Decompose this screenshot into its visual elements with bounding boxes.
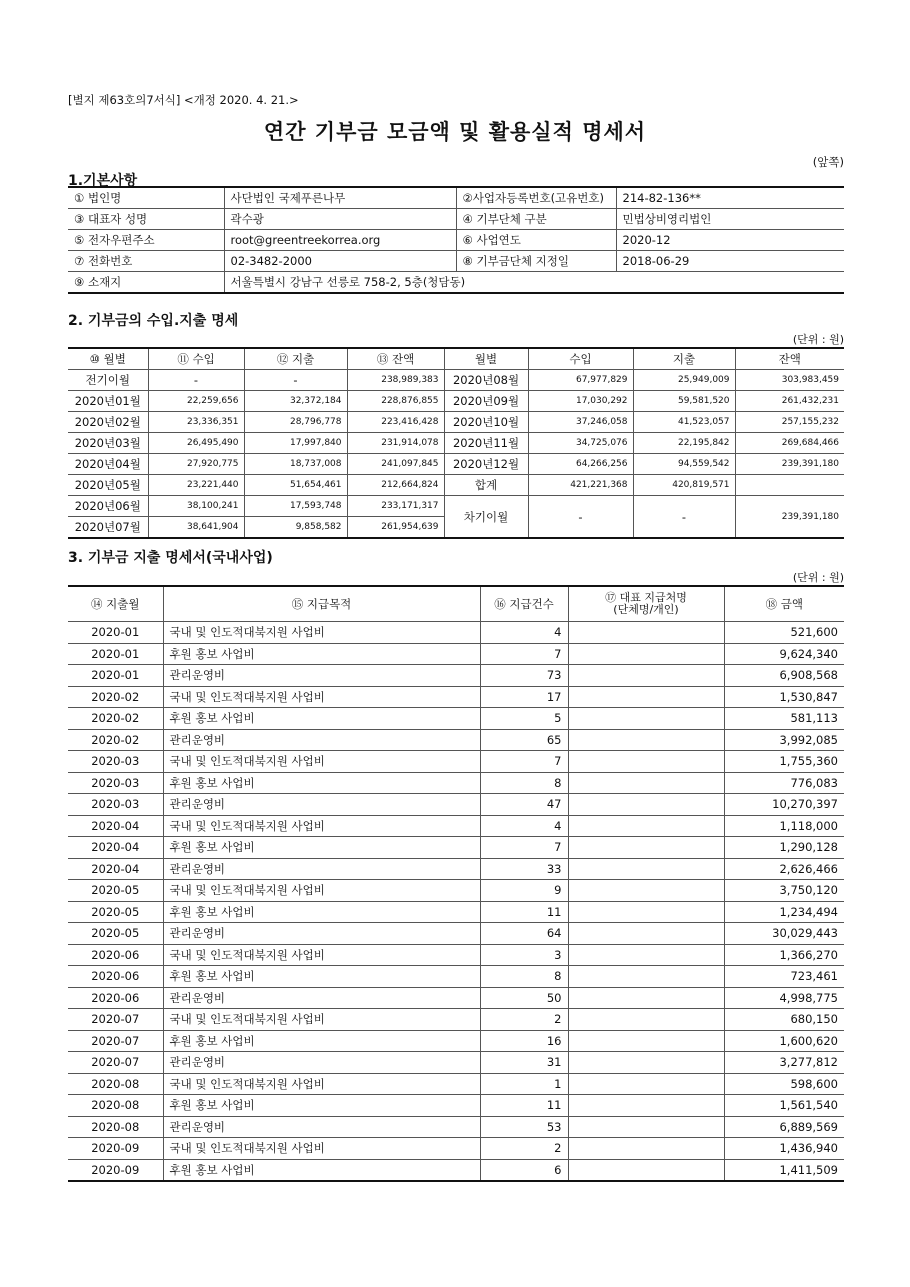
table-row [68, 454, 844, 475]
count-cell: 11 [480, 1095, 568, 1117]
recipient-cell [568, 794, 724, 816]
count-cell: 9 [480, 880, 568, 902]
count-cell: 8 [480, 966, 568, 988]
info-label: ⑤ 전자우편주소 [68, 230, 224, 251]
purpose-cell: 국내 및 인도적대북지원 사업비 [163, 622, 480, 644]
amount-cell: 581,113 [724, 708, 844, 730]
month-cell: 합계 [444, 475, 528, 496]
section2-title: 2. 기부금의 수입.지출 명세 [68, 313, 239, 329]
table-row [68, 837, 844, 859]
balance-cell: 223,416,428 [347, 412, 444, 433]
expense-cell: 17,997,840 [244, 433, 347, 454]
col-header-purpose: ⑮ 지급목적 [163, 586, 480, 622]
month-cell: 2020-06 [68, 944, 163, 966]
amount-cell: 3,277,812 [724, 1052, 844, 1074]
count-cell: 7 [480, 837, 568, 859]
table-row [68, 1159, 844, 1181]
count-cell: 1 [480, 1073, 568, 1095]
info-label: ⑥ 사업연도 [456, 230, 616, 251]
count-cell: 7 [480, 643, 568, 665]
count-cell: 5 [480, 708, 568, 730]
table-row [68, 944, 844, 966]
info-value: 02-3482-2000 [224, 251, 456, 272]
table-row [68, 391, 844, 412]
balance-cell: 228,876,855 [347, 391, 444, 412]
table-row [68, 751, 844, 773]
expense-cell: 420,819,571 [633, 475, 735, 496]
income-cell: 22,259,656 [148, 391, 244, 412]
recipient-cell [568, 837, 724, 859]
balance-cell: 233,171,317 [347, 496, 444, 517]
table-row [68, 729, 844, 751]
amount-cell: 1,411,509 [724, 1159, 844, 1181]
info-row [68, 209, 844, 230]
month-cell: 2020년09월 [444, 391, 528, 412]
purpose-cell: 관리운영비 [163, 665, 480, 687]
col-header-amount: ⑱ 금액 [724, 586, 844, 622]
recipient-cell [568, 987, 724, 1009]
recipient-cell [568, 1009, 724, 1031]
address-value: 서울특별시 강남구 선릉로 758-2, 5층(청담동) [224, 272, 844, 294]
count-cell: 4 [480, 622, 568, 644]
purpose-cell: 후원 홍보 사업비 [163, 901, 480, 923]
info-row [68, 187, 844, 209]
month-cell: 2020년05월 [68, 475, 148, 496]
count-cell: 31 [480, 1052, 568, 1074]
month-cell: 2020-02 [68, 686, 163, 708]
table-row [68, 1009, 844, 1031]
amount-cell: 1,366,270 [724, 944, 844, 966]
info-label: ③ 대표자 성명 [68, 209, 224, 230]
month-cell: 2020-06 [68, 966, 163, 988]
purpose-cell: 후원 홍보 사업비 [163, 643, 480, 665]
info-value: 214-82-136** [616, 187, 844, 209]
basic-info-table [68, 186, 844, 294]
info-value: 민법상비영리법인 [616, 209, 844, 230]
purpose-cell: 관리운영비 [163, 1052, 480, 1074]
col-header: ⑪ 수입 [148, 348, 244, 370]
purpose-cell: 국내 및 인도적대북지원 사업비 [163, 751, 480, 773]
count-cell: 17 [480, 686, 568, 708]
recipient-cell [568, 643, 724, 665]
carry-expense-cell: - [633, 496, 735, 539]
recipient-cell [568, 1095, 724, 1117]
col-header: ⑫ 지출 [244, 348, 347, 370]
amount-cell: 1,436,940 [724, 1138, 844, 1160]
balance-cell: 303,983,459 [735, 370, 844, 391]
recipient-cell [568, 1138, 724, 1160]
section3-unit: (단위 : 원) [792, 571, 844, 584]
col-header-recipient-line2: (단체명/개인) [613, 603, 679, 616]
month-cell: 2020-08 [68, 1073, 163, 1095]
income-cell: 17,030,292 [528, 391, 633, 412]
amount-cell: 1,290,128 [724, 837, 844, 859]
count-cell: 50 [480, 987, 568, 1009]
table-row [68, 475, 844, 496]
balance-cell: 212,664,824 [347, 475, 444, 496]
col-header: 수입 [528, 348, 633, 370]
table-row [68, 496, 844, 517]
recipient-cell [568, 686, 724, 708]
income-cell: 421,221,368 [528, 475, 633, 496]
recipient-cell [568, 772, 724, 794]
count-cell: 33 [480, 858, 568, 880]
expense-cell: 51,654,461 [244, 475, 347, 496]
income-cell: 67,977,829 [528, 370, 633, 391]
amount-cell: 6,908,568 [724, 665, 844, 687]
count-cell: 65 [480, 729, 568, 751]
month-cell: 2020년04월 [68, 454, 148, 475]
table-row [68, 815, 844, 837]
count-cell: 2 [480, 1009, 568, 1031]
expense-cell: 22,195,842 [633, 433, 735, 454]
month-cell: 2020-02 [68, 708, 163, 730]
table-row [68, 1052, 844, 1074]
table-row [68, 686, 844, 708]
document-title: 연간 기부금 모금액 및 활용실적 명세서 [263, 120, 647, 144]
purpose-cell: 국내 및 인도적대북지원 사업비 [163, 815, 480, 837]
recipient-cell [568, 1116, 724, 1138]
expense-cell: 41,523,057 [633, 412, 735, 433]
purpose-cell: 관리운영비 [163, 1116, 480, 1138]
month-cell: 2020-04 [68, 815, 163, 837]
recipient-cell [568, 966, 724, 988]
carry-month-cell: 차기이월 [444, 496, 528, 539]
purpose-cell: 관리운영비 [163, 794, 480, 816]
month-cell: 2020-05 [68, 901, 163, 923]
table-row [68, 901, 844, 923]
amount-cell: 9,624,340 [724, 643, 844, 665]
amount-cell: 723,461 [724, 966, 844, 988]
table-row [68, 412, 844, 433]
income-cell: 23,336,351 [148, 412, 244, 433]
income-cell: 26,495,490 [148, 433, 244, 454]
info-label: ⑧ 기부금단체 지정일 [456, 251, 616, 272]
info-label: ① 법인명 [68, 187, 224, 209]
recipient-cell [568, 880, 724, 902]
amount-cell: 776,083 [724, 772, 844, 794]
count-cell: 4 [480, 815, 568, 837]
expense-cell: 28,796,778 [244, 412, 347, 433]
amount-cell: 1,118,000 [724, 815, 844, 837]
amount-cell: 10,270,397 [724, 794, 844, 816]
col-header-recipient-line1: ⑰ 대표 지급처명 [605, 591, 687, 604]
amount-cell: 3,992,085 [724, 729, 844, 751]
amount-cell: 680,150 [724, 1009, 844, 1031]
purpose-cell: 국내 및 인도적대북지원 사업비 [163, 944, 480, 966]
income-cell: 37,246,058 [528, 412, 633, 433]
table-row [68, 923, 844, 945]
purpose-cell: 관리운영비 [163, 858, 480, 880]
col-header: 지출 [633, 348, 735, 370]
section3-title: 3. 기부금 지출 명세서(국내사업) [68, 550, 273, 566]
expense-cell: 9,858,582 [244, 517, 347, 539]
amount-cell: 1,234,494 [724, 901, 844, 923]
expense-cell: 32,372,184 [244, 391, 347, 412]
info-label: ②사업자등록번호(고유번호) [456, 187, 616, 209]
balance-cell: 261,954,639 [347, 517, 444, 539]
count-cell: 8 [480, 772, 568, 794]
info-value: 곽수광 [224, 209, 456, 230]
amount-cell: 1,755,360 [724, 751, 844, 773]
month-cell: 2020-05 [68, 923, 163, 945]
purpose-cell: 국내 및 인도적대북지원 사업비 [163, 1009, 480, 1031]
month-cell: 2020년01월 [68, 391, 148, 412]
table-row [68, 794, 844, 816]
table-header-row [68, 348, 844, 370]
count-cell: 16 [480, 1030, 568, 1052]
section2-unit: (단위 : 원) [792, 333, 844, 346]
carry-balance-cell: 239,391,180 [735, 496, 844, 539]
expense-cell: 18,737,008 [244, 454, 347, 475]
count-cell: 64 [480, 923, 568, 945]
recipient-cell [568, 1052, 724, 1074]
balance-cell: 257,155,232 [735, 412, 844, 433]
recipient-cell [568, 901, 724, 923]
month-cell: 2020-01 [68, 665, 163, 687]
expense-cell: 25,949,009 [633, 370, 735, 391]
amount-cell: 30,029,443 [724, 923, 844, 945]
balance-cell: 269,684,466 [735, 433, 844, 454]
recipient-cell [568, 1159, 724, 1181]
carry-income-cell: - [528, 496, 633, 539]
month-cell: 2020년08월 [444, 370, 528, 391]
month-cell: 전기이월 [68, 370, 148, 391]
income-cell: 64,266,256 [528, 454, 633, 475]
table-row [68, 987, 844, 1009]
amount-cell: 1,600,620 [724, 1030, 844, 1052]
month-cell: 2020-05 [68, 880, 163, 902]
recipient-cell [568, 729, 724, 751]
purpose-cell: 관리운영비 [163, 987, 480, 1009]
month-cell: 2020년07월 [68, 517, 148, 539]
info-value: 사단법인 국제푸른나무 [224, 187, 456, 209]
recipient-cell [568, 1030, 724, 1052]
income-cell: 23,221,440 [148, 475, 244, 496]
table-row [68, 665, 844, 687]
count-cell: 73 [480, 665, 568, 687]
info-label: ⑦ 전화번호 [68, 251, 224, 272]
amount-cell: 3,750,120 [724, 880, 844, 902]
income-expense-table [68, 347, 844, 539]
col-header-recipient [568, 586, 724, 622]
month-cell: 2020년02월 [68, 412, 148, 433]
month-cell: 2020년06월 [68, 496, 148, 517]
purpose-cell: 국내 및 인도적대북지원 사업비 [163, 686, 480, 708]
expense-cell: - [244, 370, 347, 391]
income-cell: 38,641,904 [148, 517, 244, 539]
month-cell: 2020-03 [68, 751, 163, 773]
month-cell: 2020년11월 [444, 433, 528, 454]
info-row [68, 230, 844, 251]
balance-cell: 231,914,078 [347, 433, 444, 454]
recipient-cell [568, 944, 724, 966]
table-row [68, 1095, 844, 1117]
recipient-cell [568, 665, 724, 687]
purpose-cell: 관리운영비 [163, 923, 480, 945]
expenditure-detail-table [68, 585, 844, 1182]
month-cell: 2020-07 [68, 1052, 163, 1074]
month-cell: 2020-01 [68, 643, 163, 665]
table-row [68, 643, 844, 665]
info-value: root@greentreekorrea.org [224, 230, 456, 251]
info-value: 2018-06-29 [616, 251, 844, 272]
month-cell: 2020-07 [68, 1009, 163, 1031]
month-cell: 2020-04 [68, 837, 163, 859]
table-row [68, 1030, 844, 1052]
purpose-cell: 후원 홍보 사업비 [163, 966, 480, 988]
income-cell: 27,920,775 [148, 454, 244, 475]
col-header-count: ⑯ 지급건수 [480, 586, 568, 622]
table-row [68, 1138, 844, 1160]
month-cell: 2020-08 [68, 1116, 163, 1138]
amount-cell: 1,530,847 [724, 686, 844, 708]
month-cell: 2020-02 [68, 729, 163, 751]
purpose-cell: 후원 홍보 사업비 [163, 708, 480, 730]
count-cell: 6 [480, 1159, 568, 1181]
balance-cell: 238,989,383 [347, 370, 444, 391]
recipient-cell [568, 815, 724, 837]
income-cell: - [148, 370, 244, 391]
table-row [68, 772, 844, 794]
purpose-cell: 국내 및 인도적대북지원 사업비 [163, 1073, 480, 1095]
amount-cell: 521,600 [724, 622, 844, 644]
income-cell: 38,100,241 [148, 496, 244, 517]
purpose-cell: 국내 및 인도적대북지원 사업비 [163, 1138, 480, 1160]
count-cell: 2 [480, 1138, 568, 1160]
month-cell: 2020-08 [68, 1095, 163, 1117]
recipient-cell [568, 1073, 724, 1095]
purpose-cell: 후원 홍보 사업비 [163, 772, 480, 794]
expense-cell: 17,593,748 [244, 496, 347, 517]
balance-cell [735, 475, 844, 496]
recipient-cell [568, 622, 724, 644]
col-header: 월별 [444, 348, 528, 370]
month-cell: 2020-03 [68, 794, 163, 816]
address-label: ⑨ 소재지 [68, 272, 224, 294]
info-value: 2020-12 [616, 230, 844, 251]
amount-cell: 1,561,540 [724, 1095, 844, 1117]
info-row-address [68, 272, 844, 294]
recipient-cell [568, 708, 724, 730]
month-cell: 2020년12월 [444, 454, 528, 475]
balance-cell: 239,391,180 [735, 454, 844, 475]
table-row [68, 708, 844, 730]
month-cell: 2020-01 [68, 622, 163, 644]
balance-cell: 241,097,845 [347, 454, 444, 475]
col-header: 잔액 [735, 348, 844, 370]
purpose-cell: 후원 홍보 사업비 [163, 837, 480, 859]
month-cell: 2020-09 [68, 1138, 163, 1160]
table-row [68, 1073, 844, 1095]
purpose-cell: 관리운영비 [163, 729, 480, 751]
expense-cell: 59,581,520 [633, 391, 735, 412]
month-cell: 2020-07 [68, 1030, 163, 1052]
table-row [68, 880, 844, 902]
info-row [68, 251, 844, 272]
month-cell: 2020-03 [68, 772, 163, 794]
table-row [68, 433, 844, 454]
recipient-cell [568, 923, 724, 945]
form-note: [별지 제63호의7서식] <개정 2020. 4. 21.> [68, 93, 299, 107]
info-label: ④ 기부단체 구분 [456, 209, 616, 230]
purpose-cell: 후원 홍보 사업비 [163, 1095, 480, 1117]
balance-cell: 261,432,231 [735, 391, 844, 412]
month-cell: 2020년03월 [68, 433, 148, 454]
amount-cell: 2,626,466 [724, 858, 844, 880]
count-cell: 53 [480, 1116, 568, 1138]
count-cell: 7 [480, 751, 568, 773]
month-cell: 2020-04 [68, 858, 163, 880]
recipient-cell [568, 858, 724, 880]
count-cell: 3 [480, 944, 568, 966]
amount-cell: 4,998,775 [724, 987, 844, 1009]
expense-cell: 94,559,542 [633, 454, 735, 475]
month-cell: 2020년10월 [444, 412, 528, 433]
purpose-cell: 후원 홍보 사업비 [163, 1030, 480, 1052]
purpose-cell: 국내 및 인도적대북지원 사업비 [163, 880, 480, 902]
table-header-row [68, 586, 844, 622]
table-row [68, 370, 844, 391]
table-row [68, 1116, 844, 1138]
income-cell: 34,725,076 [528, 433, 633, 454]
col-header: ⑩ 월별 [68, 348, 148, 370]
amount-cell: 598,600 [724, 1073, 844, 1095]
month-cell: 2020-09 [68, 1159, 163, 1181]
purpose-cell: 후원 홍보 사업비 [163, 1159, 480, 1181]
amount-cell: 6,889,569 [724, 1116, 844, 1138]
recipient-cell [568, 751, 724, 773]
col-header-month: ⑭ 지출월 [68, 586, 163, 622]
col-header: ⑬ 잔액 [347, 348, 444, 370]
count-cell: 47 [480, 794, 568, 816]
table-row [68, 966, 844, 988]
page-side-label: (앞쪽) [812, 155, 844, 169]
section1-title: 1.기본사항 [68, 173, 138, 189]
table-row [68, 858, 844, 880]
table-row [68, 622, 844, 644]
count-cell: 11 [480, 901, 568, 923]
month-cell: 2020-06 [68, 987, 163, 1009]
